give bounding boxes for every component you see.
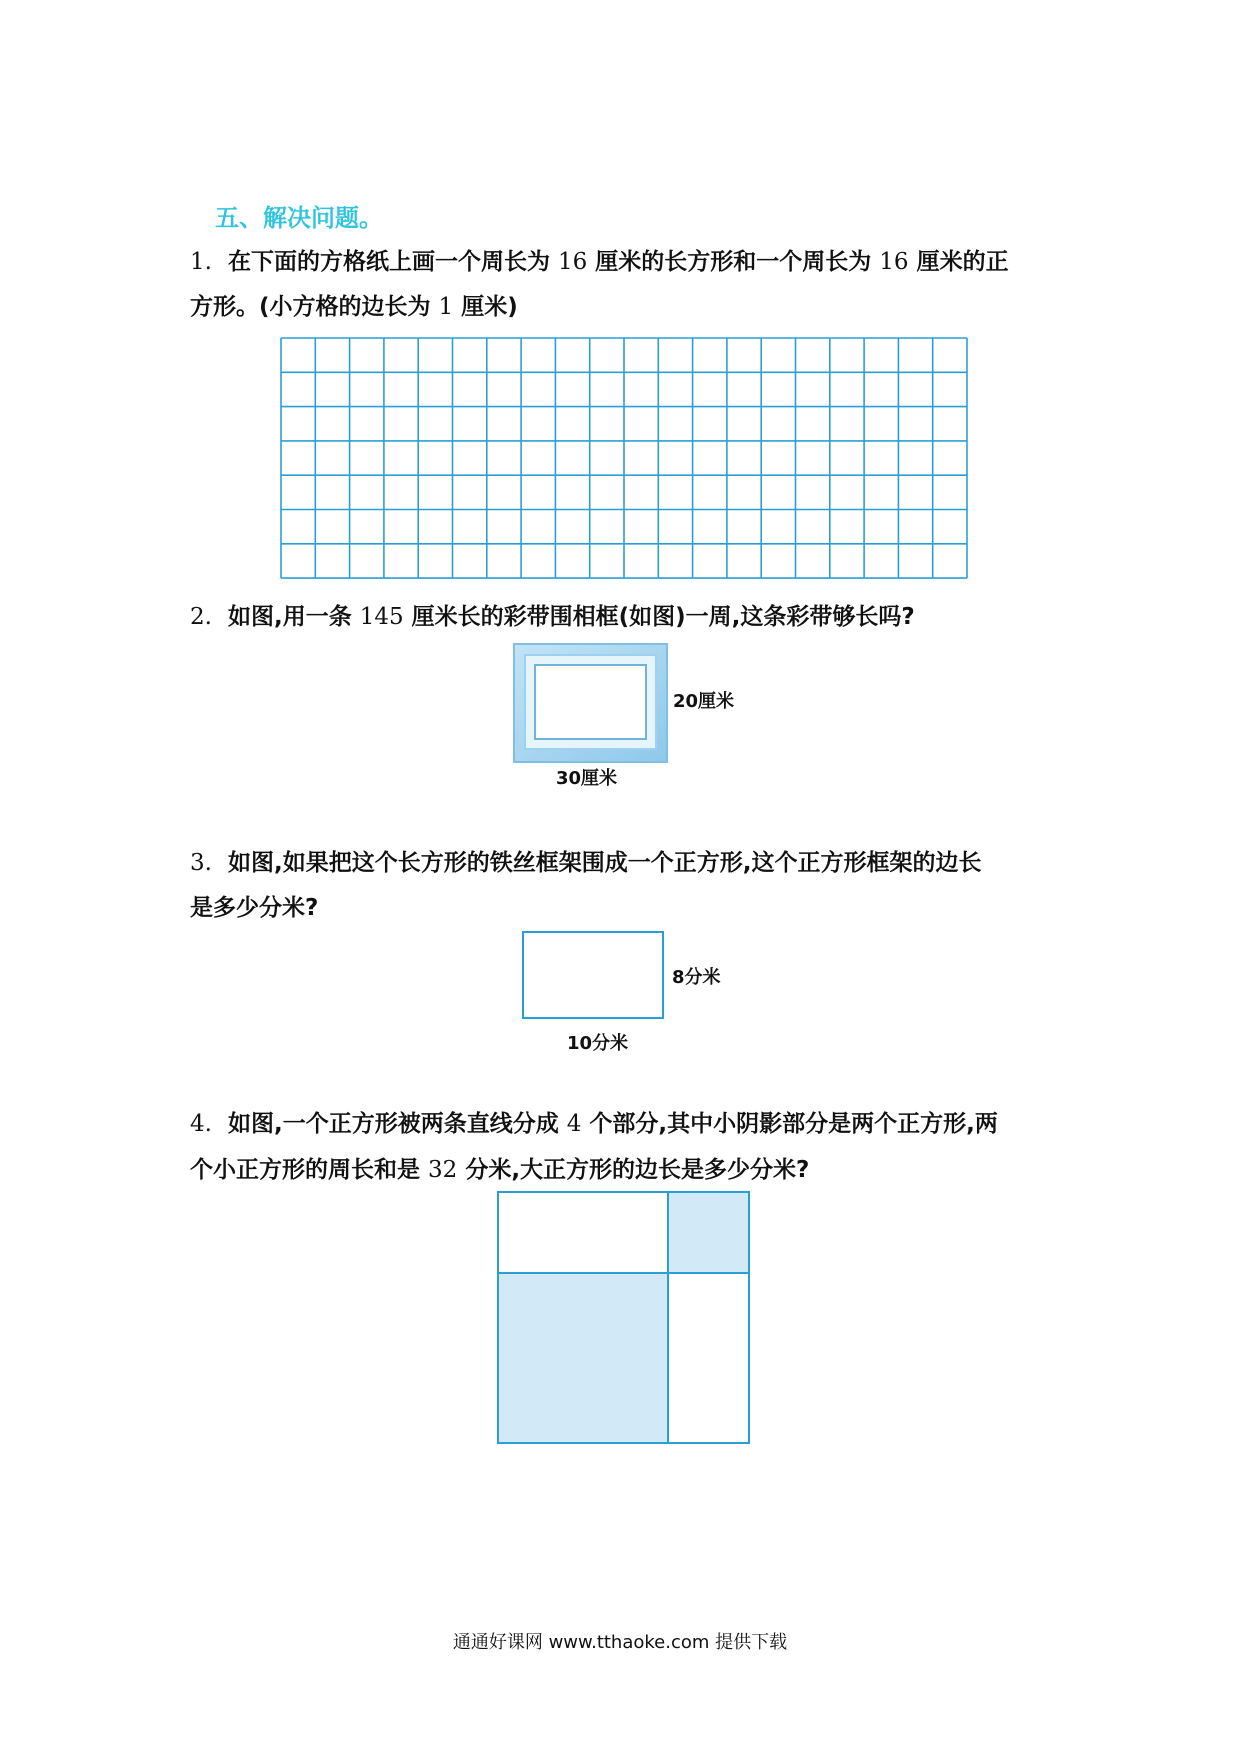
q1-text-e: 厘米) xyxy=(461,294,518,320)
square-grid-paper[interactable] xyxy=(280,337,968,580)
q4-text-d: 分米,大正方形的边长是多少分米? xyxy=(465,1157,810,1183)
q4-value-2: 32 xyxy=(428,1157,458,1183)
q3-line-1 xyxy=(190,846,981,880)
q3-text-a: 如图,如果把这个长方形的铁丝框架围成一个正方形,这个正方形框架的边长 xyxy=(227,850,982,876)
q1-value-3: 1 xyxy=(438,294,454,320)
q4-text-a: 如图,一个正方形被两条直线分成 xyxy=(227,1111,559,1137)
rectangle-figure xyxy=(522,931,664,1019)
wire-rectangle xyxy=(523,932,663,1018)
q1-number: 1. xyxy=(190,249,212,275)
frame-inner xyxy=(535,665,646,739)
shaded-small-square xyxy=(668,1192,749,1273)
q3-text-b: 是多少分米? xyxy=(190,895,319,921)
q3-height-label: 8分米 xyxy=(672,967,721,988)
q1-text-d: 方形。(小方格的边长为 xyxy=(190,294,431,320)
section-title: 五、解决问题。 xyxy=(215,204,383,232)
q4-text-b: 个部分,其中小阴影部分是两个正方形,两 xyxy=(589,1111,998,1137)
q4-line-1 xyxy=(190,1107,998,1141)
photo-frame-figure xyxy=(513,643,668,763)
q4-line-2 xyxy=(190,1153,809,1187)
q1-text-a: 在下面的方格纸上画一个周长为 xyxy=(227,249,550,275)
q2-text-b: 厘米长的彩带围相框(如图)一周,这条彩带够长吗? xyxy=(411,604,915,630)
q3-line-2 xyxy=(190,891,318,925)
q1-line-2 xyxy=(190,290,518,324)
q1-value-1: 16 xyxy=(557,249,588,275)
q2-height-label: 20厘米 xyxy=(673,691,735,712)
q1-value-2: 16 xyxy=(879,249,909,275)
shaded-large-square xyxy=(498,1273,668,1443)
q2-value: 145 xyxy=(359,604,404,630)
q2-width-label: 30厘米 xyxy=(556,768,618,789)
q1-line-1 xyxy=(190,245,1009,279)
q1-text-b: 厘米的长方形和一个周长为 xyxy=(595,249,872,275)
q4-number: 4. xyxy=(190,1111,212,1137)
q4-text-c: 个小正方形的周长和是 xyxy=(190,1157,420,1183)
divided-square-figure xyxy=(497,1191,751,1445)
q1-text-c: 厘米的正 xyxy=(916,249,1009,275)
q4-value-1: 4 xyxy=(566,1111,582,1137)
q3-number: 3. xyxy=(190,850,212,876)
q3-width-label: 10分米 xyxy=(567,1033,629,1054)
q2-number: 2. xyxy=(190,604,212,630)
footer-source: 通通好课网 www.tthaoke.com 提供下载 xyxy=(452,1632,788,1653)
q2-text-a: 如图,用一条 xyxy=(227,604,352,630)
q2-line-1 xyxy=(190,600,915,634)
